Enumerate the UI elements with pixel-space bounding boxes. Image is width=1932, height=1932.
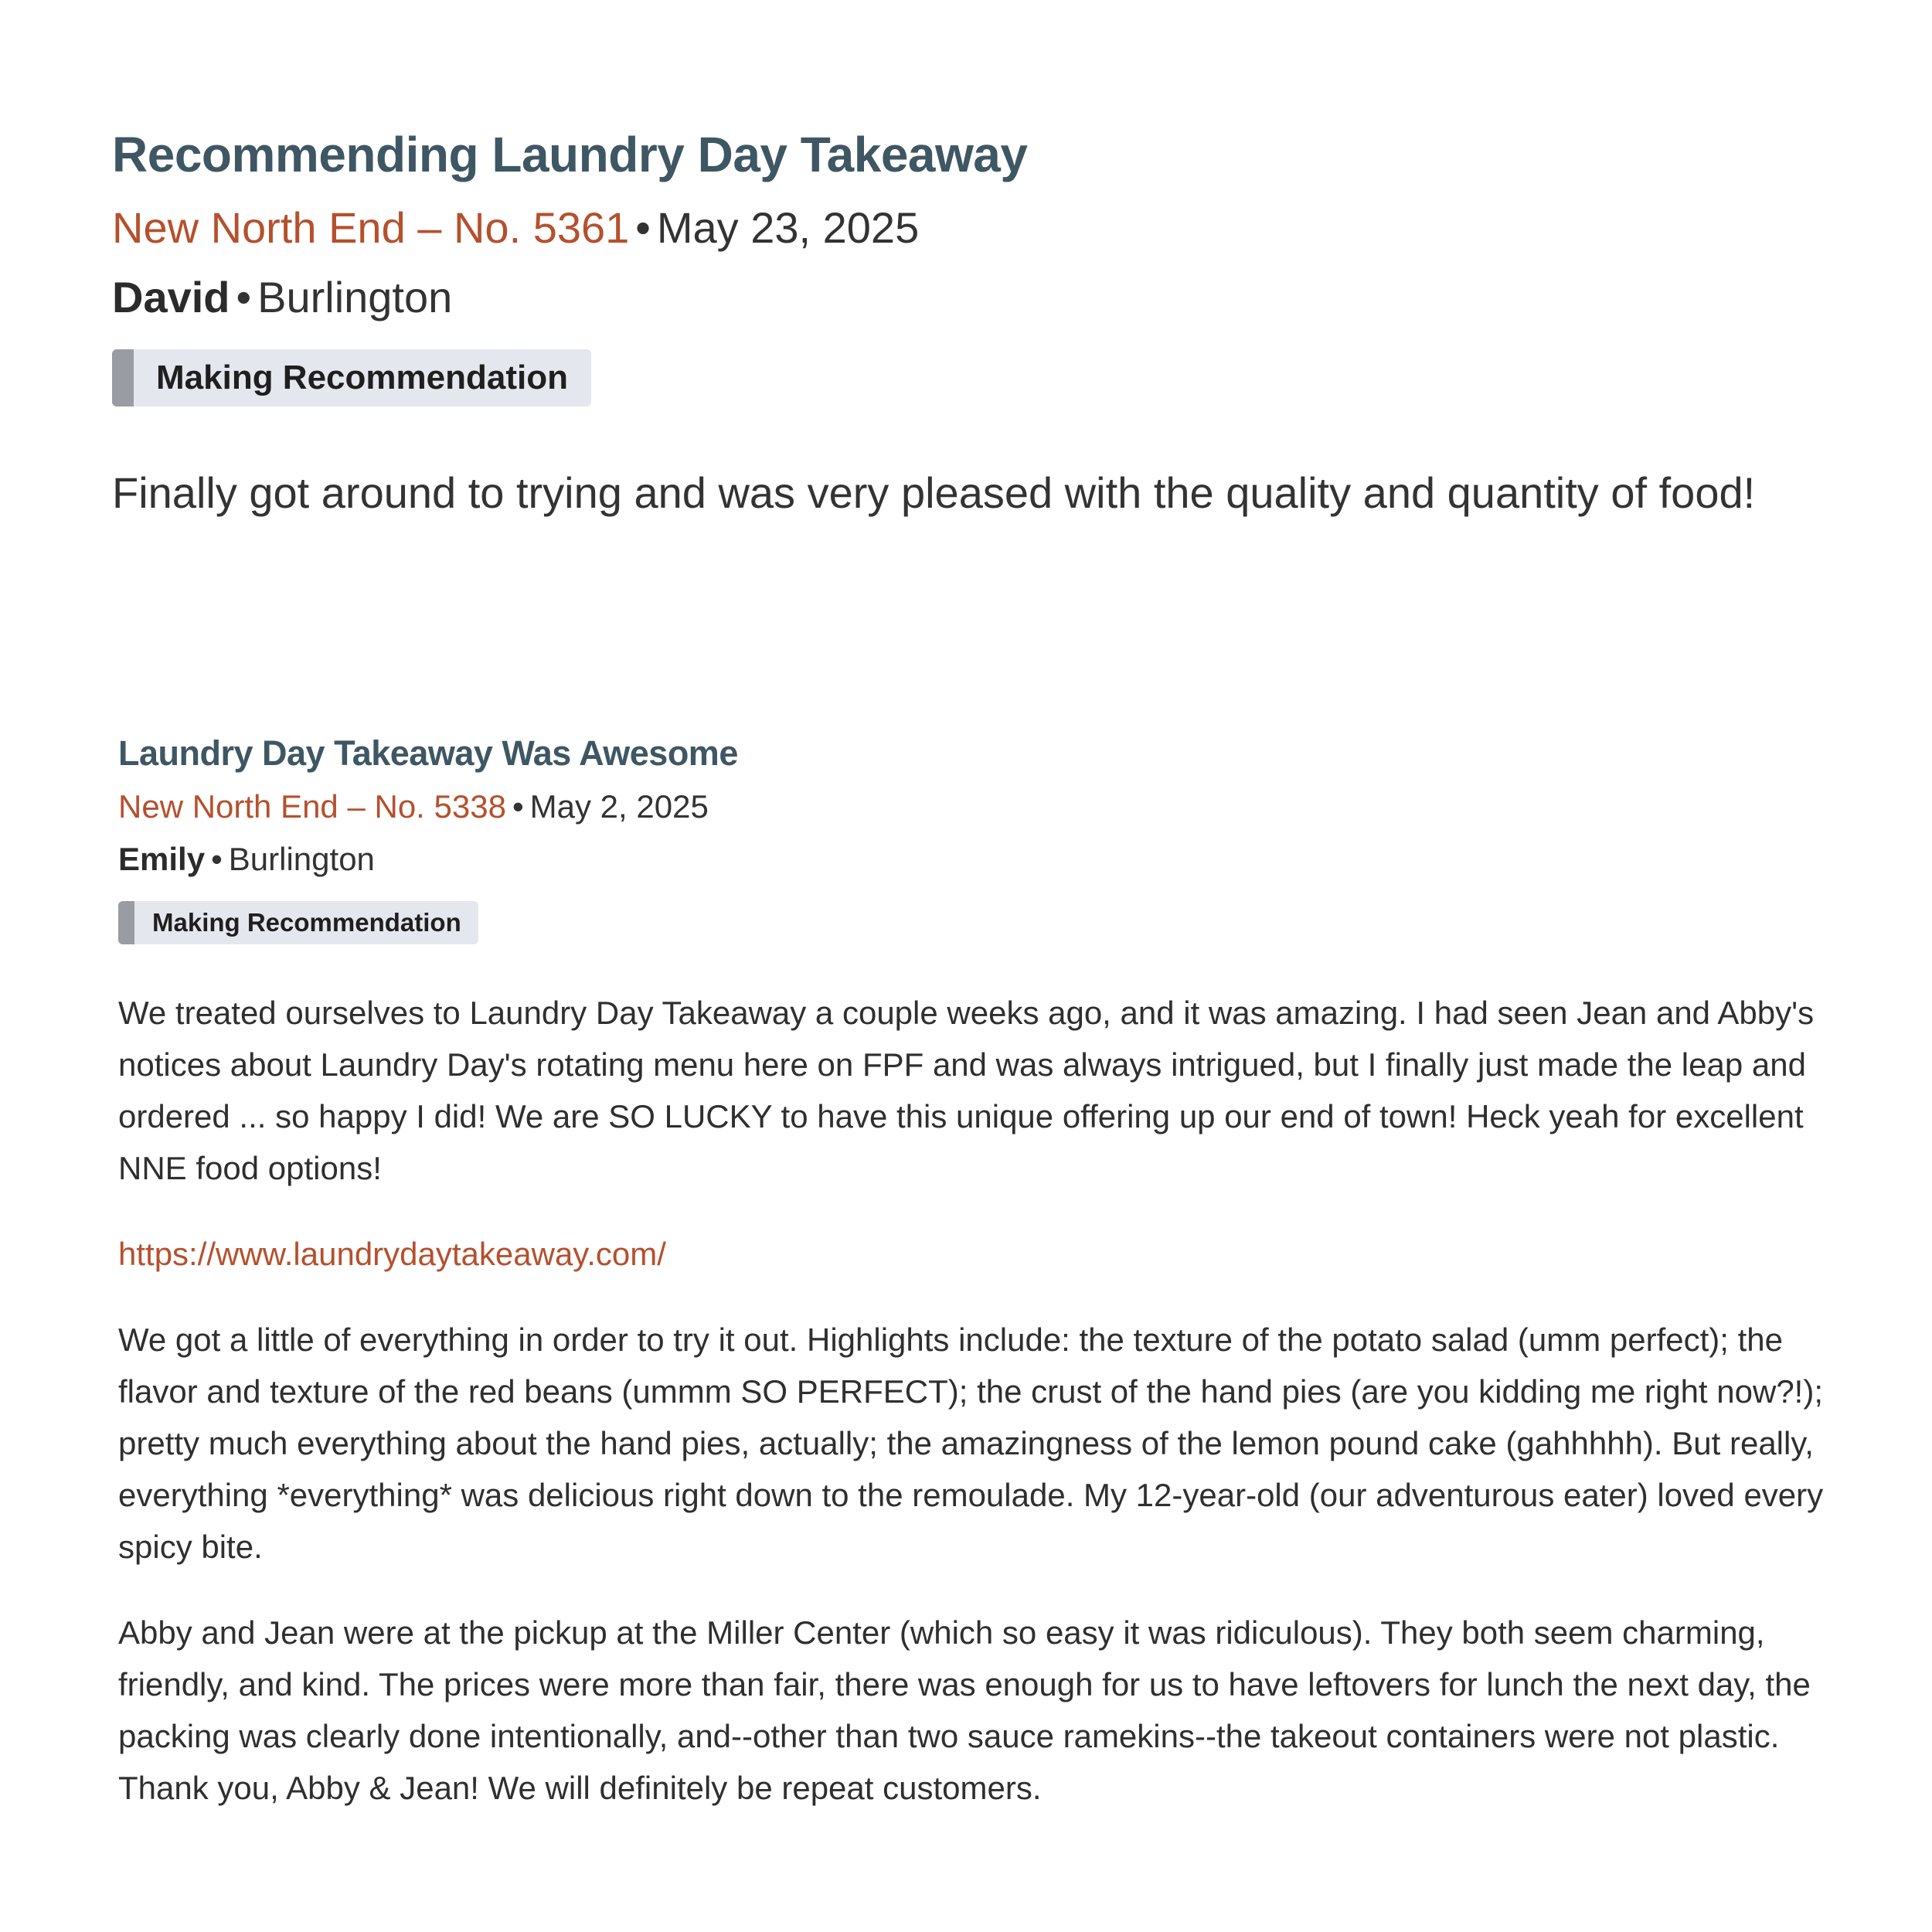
post-meta <box>112 193 1859 263</box>
post-title[interactable]: Laundry Day Takeaway Was Awesome <box>118 733 738 773</box>
bullet-separator: • <box>512 788 524 825</box>
category-badge: Making Recommendation <box>112 349 591 406</box>
author-line <box>118 833 1865 886</box>
author-name[interactable]: David <box>112 273 230 321</box>
author-name[interactable]: Emily <box>118 841 206 877</box>
post-body: Finally got around to trying and was very pleased with the quality and quantity of food! <box>112 468 1756 517</box>
author-line <box>112 263 1859 332</box>
post-paragraph: We treated ourselves to Laundry Day Takeaway a couple weeks ago, and it was amazing. I had seen Jean and Abby's notices about Laundry Day's rotating menu here on FPF and was always intrigued, but I finally just made the leap and ordered ... so happy I did! We are SO LUCKY to have this unique offering up our end of town! Heck yeah for excellent NNE food options! <box>118 995 1815 1186</box>
post-paragraph: Abby and Jean were at the pickup at the Miller Center (which so easy it was ridiculous). They both seem charming, friendly, and kind. The prices were more than fair, there was enough for us to have leftovers for lunch the next day, the packing was clearly done intentionally, and--other than two sauce ramekins--the takeout containers were not plastic. Thank you, Abby & Jean! We will definitely be repeat customers. <box>118 1614 1811 1806</box>
post-laundry-day-awesome <box>118 726 1865 1814</box>
bullet-separator: • <box>635 203 651 252</box>
post-date: May 23, 2025 <box>656 203 920 252</box>
post-date: May 2, 2025 <box>529 788 709 825</box>
post-recommending-laundry-day <box>112 116 1859 524</box>
category-badge: Making Recommendation <box>118 901 478 944</box>
bullet-separator: • <box>211 841 223 877</box>
post-meta <box>118 781 1865 833</box>
author-town: Burlington <box>228 841 375 877</box>
neighborhood-link[interactable]: New North End – No. 5361 <box>112 203 630 252</box>
bullet-separator: • <box>236 273 252 321</box>
post-title[interactable]: Recommending Laundry Day Takeaway <box>112 127 1028 182</box>
website-link[interactable]: https://www.laundrydaytakeaway.com/ <box>118 1236 666 1272</box>
author-town: Burlington <box>257 273 453 321</box>
neighborhood-link[interactable]: New North End – No. 5338 <box>118 788 506 825</box>
post-paragraph: We got a little of everything in order to try it out. Highlights include: the texture of the potato salad (umm perfect); the flavor and texture of the red beans (ummm SO PERFECT); the crust of the hand pies (are you kidding me right now?!); pretty much everything about the hand pies, actually; the amazingness of the lemon pound cake (gahhhhh). But really, everything *everything* was delicious right down to the remoulade. My 12-year-old (our adventurous eater) loved every spicy bite. <box>118 1321 1824 1565</box>
